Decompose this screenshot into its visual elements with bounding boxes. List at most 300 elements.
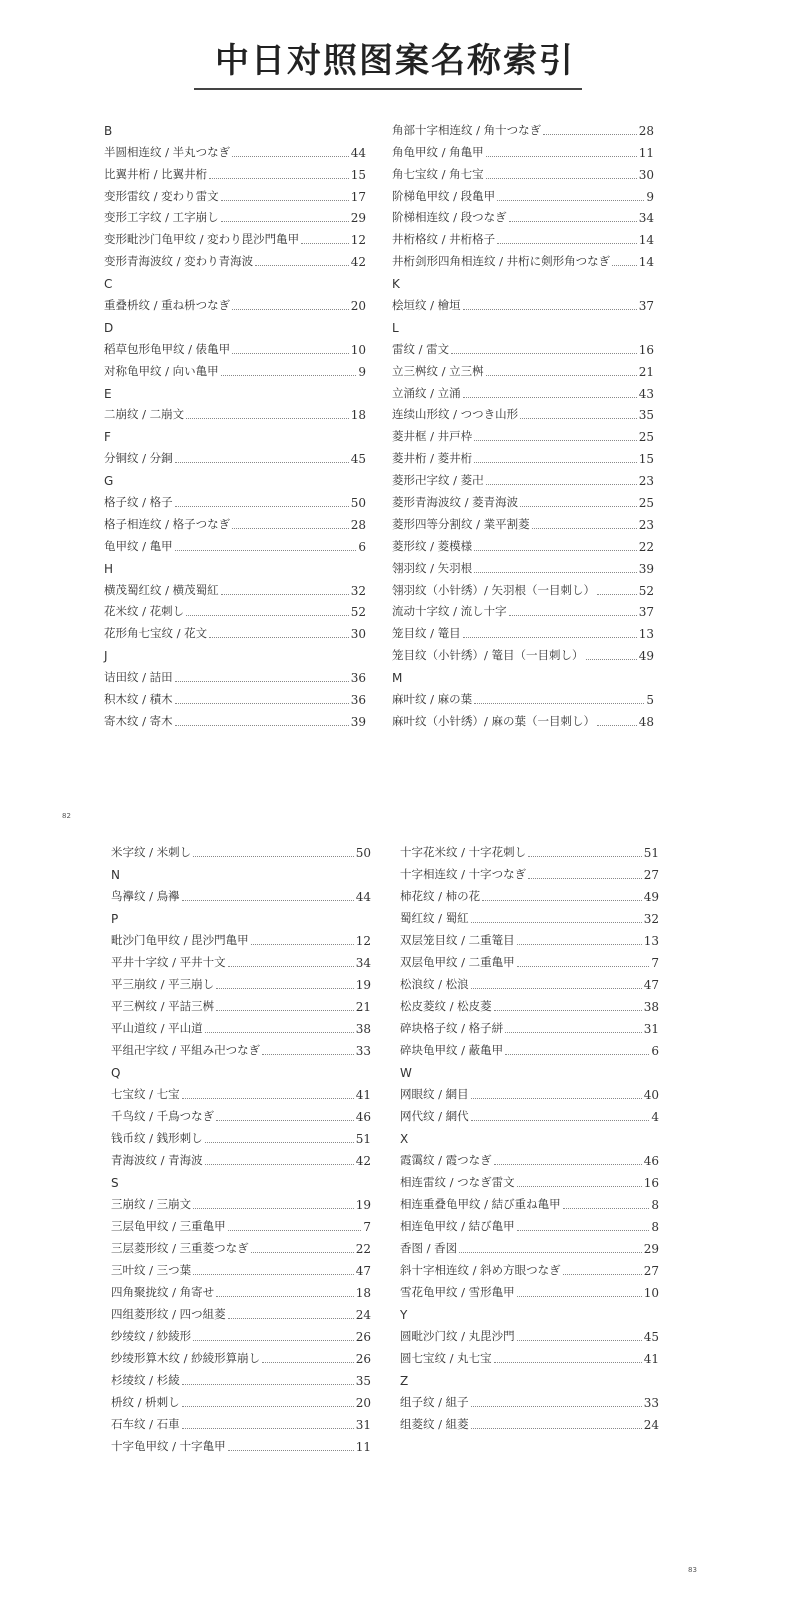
entry-name: 网眼纹 / 網目 <box>400 1087 469 1101</box>
leader-dots <box>205 1032 354 1033</box>
leader-dots <box>182 1098 354 1099</box>
section-letter <box>392 313 654 335</box>
index-entry <box>104 335 366 357</box>
leader-dots <box>255 265 349 266</box>
entry-name: 三崩纹 / 三崩文 <box>111 1197 192 1211</box>
entry-page-number: 14 <box>638 233 654 248</box>
entry-page-number: 12 <box>355 934 371 948</box>
index-entry <box>400 1080 659 1102</box>
index-entry <box>111 1212 371 1234</box>
section-letter <box>104 269 366 291</box>
index-entry <box>111 1036 371 1058</box>
index-column-bottom-right <box>400 838 659 1432</box>
index-entry <box>111 1102 371 1124</box>
entry-name: 组菱纹 / 組菱 <box>400 1417 469 1431</box>
entry-name: 平三崩纹 / 平三崩し <box>111 977 215 991</box>
index-entry <box>400 1190 659 1212</box>
leader-dots <box>505 1054 649 1055</box>
entry-page-number: 26 <box>355 1352 371 1366</box>
section-letter <box>104 422 366 444</box>
entry-page-number: 15 <box>350 167 366 182</box>
entry-name: 平山道纹 / 平山道 <box>111 1021 203 1035</box>
entry-name: 碎块格子纹 / 格子絣 <box>400 1021 504 1035</box>
leader-dots <box>216 1120 354 1121</box>
index-entry <box>111 1146 371 1168</box>
section-letter <box>392 269 654 291</box>
index-entry <box>392 291 654 313</box>
section-letter <box>400 1124 659 1146</box>
section-letter-label: P <box>111 912 119 926</box>
title-underline <box>194 88 582 90</box>
entry-page-number: 7 <box>363 1220 371 1234</box>
index-entry <box>104 401 366 423</box>
index-entry <box>392 116 654 138</box>
entry-page-number: 44 <box>355 890 371 904</box>
entry-page-number: 34 <box>355 956 371 970</box>
entry-page-number: 11 <box>638 145 654 160</box>
section-letter <box>104 379 366 401</box>
index-entry <box>104 707 366 729</box>
leader-dots <box>186 418 349 419</box>
leader-dots <box>209 637 349 638</box>
entry-page-number: 10 <box>350 342 366 357</box>
leader-dots <box>517 1230 650 1231</box>
leader-dots <box>175 725 349 726</box>
leader-dots <box>543 134 637 135</box>
index-entry <box>392 466 654 488</box>
index-entry <box>111 948 371 970</box>
index-entry <box>104 247 366 269</box>
entry-page-number: 8 <box>651 1220 659 1234</box>
section-letter-label: X <box>400 1132 409 1146</box>
leader-dots <box>251 1252 354 1253</box>
entry-name: 角七宝纹 / 角七宝 <box>392 166 484 181</box>
section-letter <box>104 466 366 488</box>
leader-dots <box>474 440 637 441</box>
entry-page-number: 35 <box>355 1374 371 1388</box>
index-entry <box>400 904 659 926</box>
index-entry <box>104 444 366 466</box>
entry-page-number: 5 <box>646 693 654 708</box>
entry-page-number: 26 <box>355 1330 371 1344</box>
entry-name: 三层菱形纹 / 三重菱つなぎ <box>111 1241 249 1255</box>
entry-name: 变形工字纹 / 工字崩し <box>104 210 219 225</box>
entry-name: 十字龟甲纹 / 十字亀甲 <box>111 1439 226 1453</box>
index-entry <box>104 510 366 532</box>
leader-dots <box>497 243 637 244</box>
entry-name: 诘田纹 / 詰田 <box>104 670 173 685</box>
index-entry <box>104 488 366 510</box>
index-entry <box>104 357 366 379</box>
leader-dots <box>494 1362 642 1363</box>
leader-dots <box>520 506 637 507</box>
entry-name: 格子纹 / 格子 <box>104 495 173 510</box>
entry-name: 双层笼目纹 / 二重篭目 <box>400 933 515 947</box>
index-entry <box>392 685 654 707</box>
entry-page-number: 41 <box>643 1352 659 1366</box>
leader-dots <box>186 615 349 616</box>
leader-dots <box>175 462 349 463</box>
leader-dots <box>494 1164 642 1165</box>
leader-dots <box>528 878 642 879</box>
entry-page-number: 47 <box>643 978 659 992</box>
entry-name: 鸟襷纹 / 鳥襷 <box>111 889 180 903</box>
entry-page-number: 11 <box>355 1440 371 1454</box>
entry-page-number: 46 <box>355 1110 371 1124</box>
entry-name: 斜十字相连纹 / 斜め方眼つなぎ <box>400 1263 561 1277</box>
entry-name: 角部十字相连纹 / 角十つなぎ <box>392 122 542 137</box>
entry-name: 七宝纹 / 七宝 <box>111 1087 180 1101</box>
leader-dots <box>175 703 349 704</box>
entry-page-number: 16 <box>643 1176 659 1190</box>
index-entry <box>104 532 366 554</box>
leader-dots <box>221 200 349 201</box>
section-letter-label: J <box>104 649 108 664</box>
leader-dots <box>463 637 637 638</box>
entry-page-number: 43 <box>638 386 654 401</box>
leader-dots <box>474 703 644 704</box>
section-letter-label: G <box>104 474 114 489</box>
index-entry <box>104 663 366 685</box>
entry-name: 纱绫形算木纹 / 紗綾形算崩し <box>111 1351 261 1365</box>
leader-dots <box>232 528 349 529</box>
leader-dots <box>262 1054 354 1055</box>
entry-name: 石车纹 / 石車 <box>111 1417 180 1431</box>
index-entry <box>400 1344 659 1366</box>
entry-page-number: 24 <box>643 1418 659 1432</box>
index-entry <box>400 1102 659 1124</box>
index-entry <box>400 970 659 992</box>
entry-page-number: 39 <box>638 561 654 576</box>
leader-dots <box>563 1274 642 1275</box>
index-column-bottom-left <box>111 838 371 1454</box>
section-letter-label: Y <box>400 1308 408 1322</box>
entry-page-number: 51 <box>643 846 659 860</box>
leader-dots <box>228 1318 354 1319</box>
section-letter-label: H <box>104 561 114 576</box>
leader-dots <box>517 1340 642 1341</box>
section-letter-label: L <box>392 320 399 335</box>
entry-page-number: 32 <box>643 912 659 926</box>
index-entry <box>392 619 654 641</box>
entry-name: 变形雷纹 / 変わり雷文 <box>104 188 219 203</box>
entry-page-number: 44 <box>350 145 366 160</box>
entry-name: 菱形卍字纹 / 菱卍 <box>392 473 484 488</box>
leader-dots <box>228 1230 362 1231</box>
index-entry <box>392 576 654 598</box>
entry-page-number: 47 <box>355 1264 371 1278</box>
page-number-left: 82 <box>62 812 71 820</box>
entry-page-number: 18 <box>350 408 366 423</box>
leader-dots <box>216 988 354 989</box>
entry-page-number: 25 <box>638 430 654 445</box>
leader-dots <box>463 309 637 310</box>
section-letter <box>111 1058 371 1080</box>
entry-name: 香图 / 香図 <box>400 1241 458 1255</box>
index-entry <box>400 1322 659 1344</box>
section-letter <box>104 554 366 576</box>
entry-page-number: 22 <box>638 539 654 554</box>
entry-name: 井桁剑形四角相连纹 / 井桁に剣形角つなぎ <box>392 254 611 269</box>
leader-dots <box>509 221 637 222</box>
entry-name: 组子纹 / 組子 <box>400 1395 469 1409</box>
entry-name: 菱形纹 / 菱模様 <box>392 538 473 553</box>
entry-name: 菱形青海波纹 / 菱青海波 <box>392 495 519 510</box>
entry-page-number: 9 <box>646 189 654 204</box>
leader-dots <box>471 1098 642 1099</box>
leader-dots <box>175 550 357 551</box>
page-title: 中日对照图案名称索引 <box>215 41 575 81</box>
leader-dots <box>517 1186 642 1187</box>
index-entry <box>400 1410 659 1432</box>
index-entry <box>400 1388 659 1410</box>
entry-name: 三层龟甲纹 / 三重亀甲 <box>111 1219 226 1233</box>
entry-page-number: 37 <box>638 605 654 620</box>
index-entry <box>111 882 371 904</box>
entry-page-number: 25 <box>638 496 654 511</box>
entry-page-number: 16 <box>638 342 654 357</box>
index-entry <box>104 138 366 160</box>
entry-page-number: 19 <box>355 1198 371 1212</box>
entry-name: 网代纹 / 網代 <box>400 1109 469 1123</box>
leader-dots <box>182 1428 354 1429</box>
entry-name: 雷纹 / 雷文 <box>392 341 450 356</box>
leader-dots <box>182 1384 354 1385</box>
section-letter-label: K <box>392 277 400 292</box>
section-letter-label: D <box>104 320 114 335</box>
index-entry <box>400 1168 659 1190</box>
entry-name: 相连雷纹 / つなぎ雷文 <box>400 1175 515 1189</box>
entry-page-number: 13 <box>638 627 654 642</box>
entry-page-number: 29 <box>350 211 366 226</box>
entry-name: 菱井框 / 井戸枠 <box>392 429 473 444</box>
entry-name: 杉绫纹 / 杉綾 <box>111 1373 180 1387</box>
leader-dots <box>482 900 642 901</box>
entry-name: 横茂蜀红纹 / 横茂蜀紅 <box>104 582 219 597</box>
leader-dots <box>471 1428 642 1429</box>
entry-name: 笼目纹 / 篭目 <box>392 626 461 641</box>
section-letter-label: C <box>104 277 113 292</box>
leader-dots <box>520 418 637 419</box>
leader-dots <box>193 1208 354 1209</box>
index-entry <box>111 1432 371 1454</box>
leader-dots <box>528 856 642 857</box>
entry-name: 枡纹 / 枡刺し <box>111 1395 180 1409</box>
entry-page-number: 38 <box>355 1022 371 1036</box>
index-entry <box>392 422 654 444</box>
leader-dots <box>532 528 637 529</box>
index-entry <box>111 838 371 860</box>
entry-name: 桧垣纹 / 檜垣 <box>392 298 461 313</box>
index-entry <box>400 992 659 1014</box>
section-letter <box>104 313 366 335</box>
entry-name: 青海波纹 / 青海波 <box>111 1153 203 1167</box>
page-number-right: 83 <box>688 1566 697 1574</box>
index-entry <box>111 1278 371 1300</box>
entry-name: 变形毗沙门龟甲纹 / 変わり毘沙門亀甲 <box>104 232 300 247</box>
index-entry <box>111 1080 371 1102</box>
entry-page-number: 27 <box>643 1264 659 1278</box>
entry-page-number: 45 <box>350 452 366 467</box>
entry-page-number: 32 <box>350 583 366 598</box>
entry-page-number: 30 <box>638 167 654 182</box>
index-entry <box>111 970 371 992</box>
section-letter <box>392 663 654 685</box>
index-entry <box>392 598 654 620</box>
entry-name: 圆毗沙门纹 / 丸毘沙門 <box>400 1329 515 1343</box>
entry-page-number: 45 <box>643 1330 659 1344</box>
entry-page-number: 36 <box>350 671 366 686</box>
index-entry <box>111 1366 371 1388</box>
leader-dots <box>517 966 650 967</box>
entry-name: 立三桝纹 / 立三桝 <box>392 363 484 378</box>
leader-dots <box>216 1296 354 1297</box>
entry-name: 阶梯相连纹 / 段つなぎ <box>392 210 507 225</box>
index-entry <box>392 247 654 269</box>
index-entry <box>392 182 654 204</box>
leader-dots <box>221 375 357 376</box>
index-entry <box>111 1388 371 1410</box>
entry-page-number: 4 <box>651 1110 659 1124</box>
index-entry <box>104 598 366 620</box>
index-entry <box>400 1146 659 1168</box>
entry-page-number: 15 <box>638 452 654 467</box>
entry-page-number: 30 <box>350 627 366 642</box>
index-entry <box>392 554 654 576</box>
leader-dots <box>517 944 642 945</box>
entry-page-number: 29 <box>643 1242 659 1256</box>
index-entry <box>111 1300 371 1322</box>
index-entry <box>400 1234 659 1256</box>
index-entry <box>392 707 654 729</box>
index-entry <box>392 488 654 510</box>
entry-name: 比翼井桁 / 比翼井桁 <box>104 166 208 181</box>
entry-page-number: 18 <box>355 1286 371 1300</box>
entry-page-number: 39 <box>350 714 366 729</box>
leader-dots <box>209 178 349 179</box>
index-entry <box>392 379 654 401</box>
index-entry <box>111 1124 371 1146</box>
index-entry <box>104 291 366 313</box>
entry-name: 相连龟甲纹 / 結び亀甲 <box>400 1219 515 1233</box>
leader-dots <box>251 944 354 945</box>
index-entry <box>104 225 366 247</box>
entry-name: 对称龟甲纹 / 向い亀甲 <box>104 363 219 378</box>
entry-name: 相连重叠龟甲纹 / 結び重ね亀甲 <box>400 1197 561 1211</box>
entry-name: 翎羽纹 / 矢羽根 <box>392 560 473 575</box>
entry-name: 十字花米纹 / 十字花刺し <box>400 845 527 859</box>
index-entry <box>111 992 371 1014</box>
entry-name: 寄木纹 / 寄木 <box>104 713 173 728</box>
leader-dots <box>494 1010 642 1011</box>
leader-dots <box>205 1164 354 1165</box>
entry-name: 菱形四等分割纹 / 業平割菱 <box>392 516 530 531</box>
leader-dots <box>474 550 637 551</box>
entry-page-number: 52 <box>350 605 366 620</box>
leader-dots <box>228 1450 354 1451</box>
leader-dots <box>486 156 637 157</box>
index-entry <box>392 401 654 423</box>
leader-dots <box>182 1406 354 1407</box>
entry-page-number: 19 <box>355 978 371 992</box>
leader-dots <box>451 353 637 354</box>
entry-page-number: 13 <box>643 934 659 948</box>
leader-dots <box>471 1120 650 1121</box>
leader-dots <box>563 1208 650 1209</box>
section-letter-label: S <box>111 1176 119 1190</box>
section-letter-label: Z <box>400 1374 409 1388</box>
leader-dots <box>175 681 349 682</box>
index-entry <box>392 335 654 357</box>
leader-dots <box>612 265 637 266</box>
index-entry <box>111 1014 371 1036</box>
entry-name: 井桁格纹 / 井桁格子 <box>392 232 496 247</box>
entry-page-number: 23 <box>638 517 654 532</box>
entry-name: 菱井桁 / 菱井桁 <box>392 451 473 466</box>
leader-dots <box>586 659 637 660</box>
index-entry <box>400 882 659 904</box>
leader-dots <box>193 856 354 857</box>
entry-name: 麻叶纹 / 麻の葉 <box>392 692 473 707</box>
leader-dots <box>497 200 644 201</box>
entry-page-number: 20 <box>350 299 366 314</box>
entry-page-number: 49 <box>638 649 654 664</box>
entry-name: 重叠枡纹 / 重ね枡つなぎ <box>104 298 231 313</box>
entry-page-number: 36 <box>350 693 366 708</box>
index-entry <box>104 619 366 641</box>
index-entry <box>111 1322 371 1344</box>
entry-name: 蜀红纹 / 蜀紅 <box>400 911 469 925</box>
index-entry <box>400 838 659 860</box>
entry-page-number: 10 <box>643 1286 659 1300</box>
entry-name: 麻叶纹（小针绣）/ 麻の葉（一目刺し） <box>392 713 596 728</box>
entry-name: 角龟甲纹 / 角亀甲 <box>392 144 484 159</box>
index-entry <box>392 641 654 663</box>
index-entry <box>111 1234 371 1256</box>
entry-name: 格子相连纹 / 格子つなぎ <box>104 516 231 531</box>
entry-page-number: 41 <box>355 1088 371 1102</box>
entry-name: 流动十字纹 / 流し十字 <box>392 604 507 619</box>
entry-name: 积木纹 / 積木 <box>104 692 173 707</box>
leader-dots <box>193 1340 354 1341</box>
leader-dots <box>474 572 637 573</box>
index-entry <box>400 1212 659 1234</box>
index-column-top-left <box>104 116 366 729</box>
section-letter <box>104 641 366 663</box>
entry-page-number: 46 <box>643 1154 659 1168</box>
entry-name: 平组卍字纹 / 平組み卍つなぎ <box>111 1043 261 1057</box>
entry-name: 稻草包形龟甲纹 / 俵亀甲 <box>104 341 231 356</box>
entry-page-number: 28 <box>350 517 366 532</box>
leader-dots <box>232 156 349 157</box>
entry-page-number: 31 <box>643 1022 659 1036</box>
index-entry <box>400 860 659 882</box>
entry-name: 变形青海波纹 / 変わり青海波 <box>104 254 254 269</box>
entry-name: 柿花纹 / 柿の花 <box>400 889 481 903</box>
leader-dots <box>471 1406 642 1407</box>
entry-name: 笼目纹（小针绣）/ 篭目（一目刺し） <box>392 648 584 663</box>
index-entry <box>111 1256 371 1278</box>
entry-page-number: 50 <box>350 496 366 511</box>
entry-page-number: 51 <box>355 1132 371 1146</box>
index-entry <box>392 160 654 182</box>
leader-dots <box>221 221 349 222</box>
entry-page-number: 23 <box>638 474 654 489</box>
entry-name: 霞霭纹 / 霞つなぎ <box>400 1153 492 1167</box>
entry-name: 毗沙门龟甲纹 / 毘沙門亀甲 <box>111 933 249 947</box>
entry-name: 平三桝纹 / 平詰三桝 <box>111 999 215 1013</box>
entry-name: 分铜纹 / 分銅 <box>104 451 173 466</box>
